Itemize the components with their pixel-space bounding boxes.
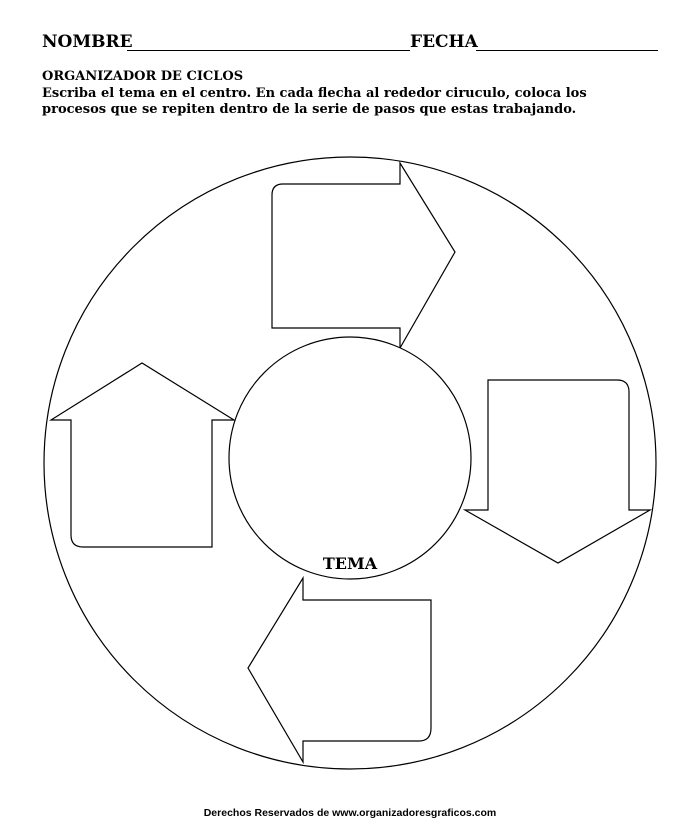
center-topic-label: TEMA [322,554,378,573]
cycle-organizer-diagram [40,150,660,790]
worksheet-title: ORGANIZADOR DE CICLOS [42,69,244,84]
arrow-left-box[interactable] [248,578,431,762]
instructions-text: Escriba el tema en el centro. En cada flecha al rededor ciruculo, coloca los procesos que se repiten dentro de la serie de pasos que estas trabajando. [42,86,587,117]
worksheet-header [42,30,658,56]
fecha-label: FECHA [410,32,478,52]
nombre-label: NOMBRE [42,32,133,52]
nombre-line[interactable] [127,50,410,51]
arrow-right-box[interactable] [272,163,455,348]
center-topic-circle[interactable] [229,337,471,579]
footer-copyright: Derechos Reservados de www.organizadoresgraficos.com [203,807,497,819]
arrow-down-box[interactable] [465,380,650,563]
fecha-line[interactable] [476,50,658,51]
arrow-up-box[interactable] [51,363,234,547]
